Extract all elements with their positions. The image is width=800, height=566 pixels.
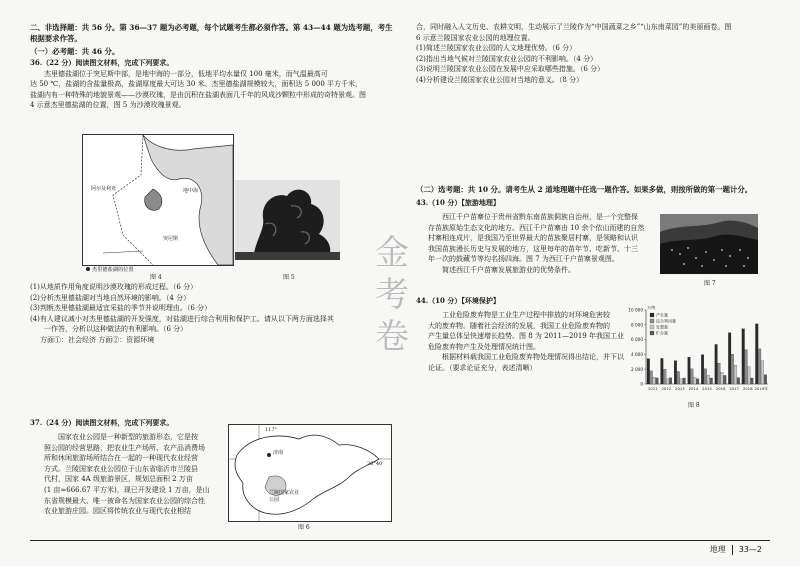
x-tick-label: 2014 [688, 386, 699, 391]
y-tick-label: 2 000 [631, 366, 643, 372]
q37-text-line: 东省规模最大、唯一被命名为国家农业公园的综合性 [44, 496, 205, 505]
q37-intro: 37.（24 分）阅读图文材料，完成下列要求。 [30, 418, 174, 427]
bar [661, 358, 664, 384]
bar [734, 365, 737, 384]
bar-chart [622, 304, 772, 398]
map-label-lon: 117° [265, 427, 278, 433]
bar [677, 371, 680, 384]
bar [691, 369, 694, 384]
q43-text-line: 村寨相连成片，是我国乃至世界最大的苗族聚居村寨，是领略和认识 [428, 234, 638, 243]
legend-swatch [650, 313, 654, 317]
bar [710, 378, 713, 384]
figure-5-caption: 图 5 [283, 274, 295, 281]
y-axis-unit: 万吨 [647, 305, 656, 310]
footer-rule [30, 540, 770, 541]
map-drawing [83, 135, 233, 265]
q36-options: 方面①：社会经济 方面②：资源环境 [40, 335, 155, 344]
figure-5-photo [235, 180, 340, 260]
figure-8-caption: 图 8 [688, 402, 700, 409]
bar [721, 372, 724, 384]
y-tick-label: 4 000 [631, 352, 643, 357]
y-tick-label: 0 [640, 381, 643, 387]
bar [669, 378, 672, 384]
map-label-sea: 地中海 [183, 188, 199, 194]
x-tick-label: 2011 [647, 386, 658, 391]
figure-6-caption: 图 6 [298, 524, 310, 531]
q36-question: (2)分析杰里德盐湖对当地自然环境的影响。（4 分） [30, 293, 191, 302]
q37-question: (2)指出当地气候对兰陵国家农业公园的不利影响。（4 分） [416, 54, 598, 63]
x-tick-label: 2018 [742, 386, 753, 391]
map-label-city: 济南 [273, 450, 284, 456]
page-footer [710, 544, 762, 555]
legend-label: 产生量 [656, 312, 668, 318]
q36-text-line: 杰里德盐湖位于突尼斯中部，是地中海的一部分，低地平均水量仅 100 毫米，而气温最高可 [44, 69, 328, 78]
map-label-country1: 阿尔及利亚 [91, 186, 117, 192]
q37-question: (3)说明兰陵国家农业公园在发展中应采取哪些措施。（6 分） [416, 65, 605, 74]
y-tick-label: 6 000 [631, 337, 643, 343]
footer-page-number: 33—2 [738, 545, 762, 554]
legend-label: 处置量 [656, 324, 668, 330]
y-tick-label: 8 000 [631, 322, 643, 328]
q37-question: (4)分析建设兰陵国家农业公园对当地的意义。（8 分） [416, 75, 584, 84]
q36-question: 一作答，分析以这种做法的有利影响。（6 分） [44, 325, 188, 334]
figure-8-chart [622, 304, 772, 398]
q36-text-line: 盐湖内有一种特殊的地貌景观——沙漠玫瑰，是由沉积在盐湖表面几千年的风成沙颗粒中形成的奇特景观。图 [30, 90, 366, 99]
q44-text-line: 工业危险废弃物是工业生产过程中排放的对环境危害较 [442, 311, 610, 319]
footer-separator [732, 545, 733, 555]
q36-question: (3)判断杰里德盐湖最适宜采盐的季节并说明理由。（6 分） [30, 304, 212, 313]
x-tick-label: 2019年 [754, 386, 768, 391]
required-header: （一）必考题：共 46 分。 [30, 47, 120, 56]
shandong-map-drawing [229, 425, 391, 521]
q36-text-line: 达 50 ℃，盐湖的含盐量极高，盐湖厚度最大可达 30 米。杰里德盐湖规模较大，面积达 5 000 平方千米， [30, 80, 363, 89]
bar [693, 377, 696, 384]
q37-text-line: 农业旅游庄园。园区将传统农业与现代农业相结 [44, 507, 191, 516]
q37-text-line: 照公园的经营思路，把农业生产场所、农产品消费场 [44, 443, 205, 452]
bar [704, 369, 707, 384]
bar [656, 378, 659, 384]
q37-cont-line: 6 示意兰陵国家农业公园的地理位置。 [416, 33, 535, 42]
q37-cont-line: 合，同时融入人文历史、农耕文明，生动展示了兰陵作为“中国蔬菜之乡”“山东南菜园”的美丽画卷。图 [416, 23, 732, 31]
bar [701, 355, 704, 384]
bar [663, 369, 666, 384]
bar [674, 361, 677, 384]
q44-text-line: 大的废弃物。随着社会经济的发展，我国工业危险废弃物的 [428, 321, 610, 330]
x-tick-label: 2013 [675, 386, 685, 391]
bar [680, 379, 683, 384]
q36-question: (4)有人建议减小对杰里德盐湖的开发强度，对盐湖进行综合利用和保护工。请从以下两方面选择其 [30, 314, 334, 323]
watermark-stamp: 金考卷 [375, 233, 409, 357]
footer-subject: 地理 [709, 545, 726, 554]
q44-text-line: 根据材料载我国工业危险废弃物处理情况得出结论，并下以 [442, 353, 624, 362]
q43-text-line: 我国苗族漫长历史与发展的地方，这里每年的苗年节、吃新节、十三 [428, 244, 638, 253]
legend-label: 贮存量 [656, 330, 668, 336]
x-tick-label: 2017 [729, 386, 739, 391]
q44-title: 44.（10 分）【环境保护】 [416, 296, 500, 305]
figure-4-caption: 图 4 [150, 274, 162, 281]
bar [731, 354, 734, 384]
bar [755, 324, 758, 384]
q37-text-line: 所和休闲旅游场所结合在一起的一种现代农业经营 [44, 454, 198, 463]
bar [728, 333, 731, 384]
map-label-country2: 突尼斯 [163, 236, 179, 242]
legend-swatch [650, 325, 654, 329]
legend-label: 综合利用量 [656, 318, 676, 324]
x-tick-label: 2012 [661, 386, 672, 391]
figure-6-map [228, 424, 392, 522]
figure-4-map [82, 134, 234, 266]
q44-text-line: 危险废弃物产生及处理情况统计图。 [428, 342, 540, 351]
q36-question: (1)从地质作用角度说明沙漠玫瑰的形成过程。（6 分） [30, 283, 198, 291]
bar [653, 377, 656, 384]
q37-question: (1)简述兰陵国家农业公园的人文地理优势。（6 分） [416, 44, 577, 53]
map-legend: 杰里德盐湖的位置 [86, 266, 134, 273]
q44-text-line: 产生量总体呈快速增长趋势。图 8 为 2011—2019 年我国工业 [428, 332, 624, 341]
bar [683, 378, 686, 384]
map-label-park: 兰陵国家农业公园 [269, 490, 300, 503]
bar [715, 344, 718, 384]
legend-swatch [650, 319, 654, 323]
bar [723, 375, 726, 384]
q36-intro: 36.（22 分）阅读图文材料，完成下列要求。 [30, 58, 174, 67]
section-header-1: 二、非选择题：共 56 分。第 36—37 题为必考题，每个试题考生都必须作答。第 43—44 题为选考题，考生 [30, 23, 393, 32]
q43-text-line: 简述西江千户苗寨发展旅游业的优势条件。 [442, 265, 575, 274]
bar [761, 361, 764, 384]
bar [758, 349, 761, 384]
bar [764, 375, 767, 384]
q37-text-line: 国家农业公园是一种新型的旅游形态，它是按 [58, 433, 198, 441]
bar [751, 378, 754, 384]
y-tick-label: 10 000 [628, 307, 643, 313]
bar [737, 378, 740, 384]
q37-text-line: 方式。兰陵国家农业公园位于山东省临沂市兰陵县 [44, 464, 198, 473]
figure-7-caption: 图 7 [704, 280, 716, 287]
bar [707, 375, 710, 384]
q43-title: 43.（10 分）【旅游地理】 [416, 198, 500, 207]
x-tick-label: 2015 [702, 386, 712, 391]
figure-7-photo [660, 214, 758, 274]
q37-text-line: (1 亩≈666.67 平方米)，现已开发建设 1 万亩，是山 [44, 485, 210, 494]
bar [688, 357, 691, 384]
bar [718, 363, 721, 384]
x-tick-label: 2016 [715, 386, 726, 391]
optional-header: （二）选考题：共 10 分。请考生从 2 道地理题中任选一题作答。如果多做，则按所做的第一题计分。 [416, 185, 753, 194]
bar [650, 371, 653, 384]
section-header-2: 根据要求作答。 [30, 34, 82, 43]
q36-text-line: 4 示意杰里德盐湖的位置，图 5 为沙漠玫瑰景观。 [30, 101, 186, 110]
q43-text-line: 年一次的鼓藏节等均名扬四海。图 7 为西江千户苗寨景观图。 [428, 255, 619, 264]
q43-text-line: 存苗族原始生态文化的地方。西江千户苗寨由 10 余个依山而建的自然 [428, 223, 645, 232]
legend-swatch [650, 331, 654, 335]
map-label-lat: 36°40' [367, 461, 384, 467]
legend-dot-icon [86, 267, 90, 271]
bar [745, 350, 748, 384]
bar [647, 359, 650, 384]
bar [748, 366, 751, 384]
bar [666, 379, 669, 384]
q37-text-line: 代村，国家 4A 级旅游景区，规划总面积 2 万亩 [44, 475, 193, 484]
q44-text-line: 论证。（要求论证充分，表述清晰） [428, 363, 537, 372]
bar [696, 379, 699, 384]
bar [742, 329, 745, 384]
q43-text-line: 西江千户苗寨位于贵州省黔东南苗族侗族自治州，是一个完整保 [442, 213, 638, 221]
